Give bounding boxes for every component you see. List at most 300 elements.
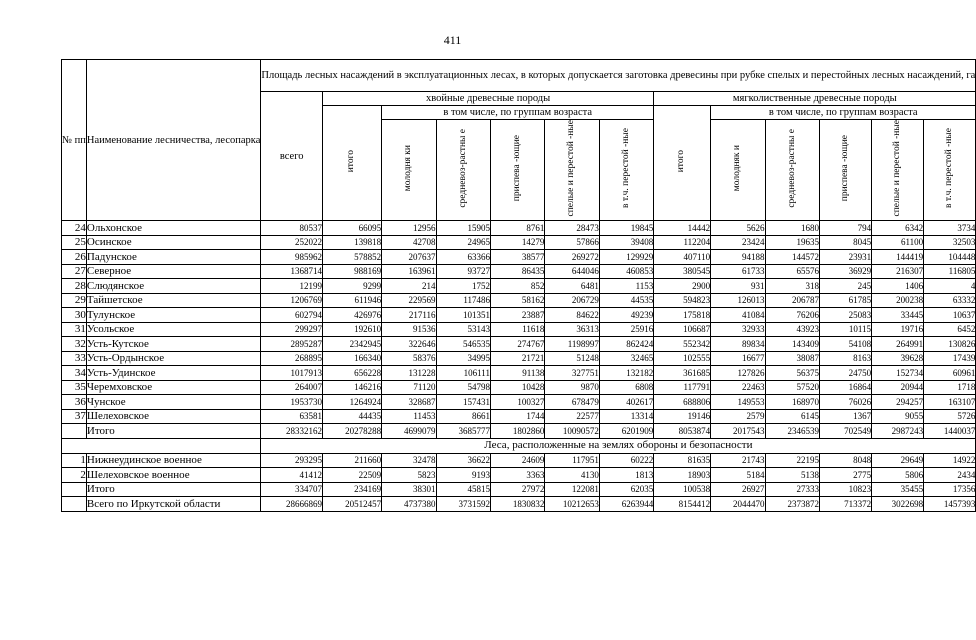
row-name: Тайшетское bbox=[86, 293, 261, 308]
row-number: 29 bbox=[62, 293, 87, 308]
row-name: Падунское bbox=[86, 250, 261, 265]
table-cell: 127826 bbox=[711, 366, 765, 381]
table-cell: 1206769 bbox=[261, 293, 323, 308]
header-no: № пп bbox=[62, 60, 87, 221]
table-cell: 139818 bbox=[322, 235, 381, 250]
table-row bbox=[62, 497, 976, 512]
row-name: Усть-Ордынское bbox=[86, 351, 261, 366]
table-cell: 16677 bbox=[711, 351, 765, 366]
table-cell: 234169 bbox=[322, 482, 381, 497]
table-cell: 62035 bbox=[599, 482, 653, 497]
table-cell: 19635 bbox=[765, 235, 819, 250]
table-cell: 10823 bbox=[819, 482, 871, 497]
table-cell: 5806 bbox=[872, 468, 924, 483]
table-cell: 33445 bbox=[872, 308, 924, 323]
table-cell: 57866 bbox=[545, 235, 599, 250]
table-cell: 2373872 bbox=[765, 497, 819, 512]
table-cell: 22463 bbox=[711, 380, 765, 395]
table-cell: 126013 bbox=[711, 293, 765, 308]
table-cell: 460853 bbox=[599, 264, 653, 279]
row-name: Шелеховское военное bbox=[86, 468, 261, 483]
row-number: 26 bbox=[62, 250, 87, 265]
section-blank bbox=[62, 438, 261, 453]
table-cell: 20944 bbox=[872, 380, 924, 395]
table-cell: 293295 bbox=[261, 453, 323, 468]
table-cell: 2579 bbox=[711, 409, 765, 424]
table-cell: 132182 bbox=[599, 366, 653, 381]
row-number: 1 bbox=[62, 453, 87, 468]
table-cell: 931 bbox=[711, 279, 765, 294]
table-cell: 22195 bbox=[765, 453, 819, 468]
table-cell: 2044470 bbox=[711, 497, 765, 512]
table-cell: 63581 bbox=[261, 409, 323, 424]
table-cell: 8154412 bbox=[654, 497, 711, 512]
header-conifer: хвойные древесные породы bbox=[322, 92, 653, 106]
table-cell: 80537 bbox=[261, 221, 323, 236]
header-middle: средневоз-растны е bbox=[436, 120, 490, 221]
table-cell: 361685 bbox=[654, 366, 711, 381]
table-cell: 157431 bbox=[436, 395, 490, 410]
row-number: 24 bbox=[62, 221, 87, 236]
table-cell: 1406 bbox=[872, 279, 924, 294]
table-cell: 38087 bbox=[765, 351, 819, 366]
table-cell: 688806 bbox=[654, 395, 711, 410]
table-cell: 131228 bbox=[382, 366, 436, 381]
table-cell: 32503 bbox=[924, 235, 976, 250]
table-cell: 10637 bbox=[924, 308, 976, 323]
table-row bbox=[62, 250, 976, 265]
table-cell: 274767 bbox=[490, 337, 544, 352]
table-cell: 21721 bbox=[490, 351, 544, 366]
table-cell: 9055 bbox=[872, 409, 924, 424]
table-cell: 11453 bbox=[382, 409, 436, 424]
table-row bbox=[62, 380, 976, 395]
table-cell: 175818 bbox=[654, 308, 711, 323]
table-cell: 1017913 bbox=[261, 366, 323, 381]
table-cell: 89834 bbox=[711, 337, 765, 352]
table-cell: 91536 bbox=[382, 322, 436, 337]
table-cell: 6342 bbox=[872, 221, 924, 236]
table-cell: 19845 bbox=[599, 221, 653, 236]
table-cell: 51248 bbox=[545, 351, 599, 366]
header-ripening: приспева -ющие bbox=[490, 120, 544, 221]
table-cell: 17439 bbox=[924, 351, 976, 366]
table-cell: 152734 bbox=[872, 366, 924, 381]
table-cell: 229569 bbox=[382, 293, 436, 308]
table-cell: 144572 bbox=[765, 250, 819, 265]
row-number: 32 bbox=[62, 337, 87, 352]
row-name: Усть-Удинское bbox=[86, 366, 261, 381]
table-cell: 63366 bbox=[436, 250, 490, 265]
table-row bbox=[62, 409, 976, 424]
table-cell: 8045 bbox=[819, 235, 871, 250]
table-cell: 10212653 bbox=[545, 497, 599, 512]
table-cell: 6481 bbox=[545, 279, 599, 294]
table-cell: 26927 bbox=[711, 482, 765, 497]
table-cell: 106687 bbox=[654, 322, 711, 337]
row-number: 28 bbox=[62, 279, 87, 294]
table-cell: 552342 bbox=[654, 337, 711, 352]
table-cell: 117486 bbox=[436, 293, 490, 308]
table-cell: 57520 bbox=[765, 380, 819, 395]
row-name: Всего по Иркутской области bbox=[86, 497, 261, 512]
table-cell: 63332 bbox=[924, 293, 976, 308]
page-number: 411 bbox=[443, 33, 462, 47]
table-cell: 16864 bbox=[819, 380, 871, 395]
table-row bbox=[62, 395, 976, 410]
table-cell: 36622 bbox=[436, 453, 490, 468]
table-cell: 100538 bbox=[654, 482, 711, 497]
table-cell: 104448 bbox=[924, 250, 976, 265]
table-cell: 546535 bbox=[436, 337, 490, 352]
table-cell: 644046 bbox=[545, 264, 599, 279]
header-area-title: Площадь лесных насаждений в эксплуатационных лесах, в которых допускается заготовка древесины при рубке спелых и перестойных лесных насаждений, га bbox=[261, 60, 976, 92]
row-name: Чунское bbox=[86, 395, 261, 410]
table-cell: 29649 bbox=[872, 453, 924, 468]
header-deciduous-age-groups: в том числе, по группам возраста bbox=[711, 106, 976, 120]
table-cell: 216307 bbox=[872, 264, 924, 279]
table-cell: 1680 bbox=[765, 221, 819, 236]
table-cell: 334707 bbox=[261, 482, 323, 497]
table-cell: 102555 bbox=[654, 351, 711, 366]
row-name: Нижнеудинское военное bbox=[86, 453, 261, 468]
table-cell: 23931 bbox=[819, 250, 871, 265]
row-name: Ольхонское bbox=[86, 221, 261, 236]
table-cell: 1198997 bbox=[545, 337, 599, 352]
row-number bbox=[62, 497, 87, 512]
table-cell: 100327 bbox=[490, 395, 544, 410]
row-name: Осинское bbox=[86, 235, 261, 250]
table-cell: 25916 bbox=[599, 322, 653, 337]
table-cell: 327751 bbox=[545, 366, 599, 381]
table-row bbox=[62, 468, 976, 483]
table-cell: 66095 bbox=[322, 221, 381, 236]
table-cell: 44535 bbox=[599, 293, 653, 308]
table-cell: 93727 bbox=[436, 264, 490, 279]
table-cell: 58162 bbox=[490, 293, 544, 308]
table-cell: 122081 bbox=[545, 482, 599, 497]
table-row bbox=[62, 221, 976, 236]
table-cell: 41084 bbox=[711, 308, 765, 323]
table-cell: 299297 bbox=[261, 322, 323, 337]
table-row bbox=[62, 337, 976, 352]
table-cell: 54798 bbox=[436, 380, 490, 395]
row-number: 25 bbox=[62, 235, 87, 250]
table-cell: 36929 bbox=[819, 264, 871, 279]
section-title: Леса, расположенные на землях обороны и безопасности bbox=[261, 438, 976, 453]
table-cell: 13314 bbox=[599, 409, 653, 424]
table-cell: 12956 bbox=[382, 221, 436, 236]
row-name: Шелеховское bbox=[86, 409, 261, 424]
table-cell: 60222 bbox=[599, 453, 653, 468]
header-deciduous: мягколиственные древесные породы bbox=[654, 92, 976, 106]
table-cell: 402617 bbox=[599, 395, 653, 410]
table-cell: 45815 bbox=[436, 482, 490, 497]
row-number: 33 bbox=[62, 351, 87, 366]
table-cell: 8163 bbox=[819, 351, 871, 366]
table-cell: 322646 bbox=[382, 337, 436, 352]
table-cell: 4 bbox=[924, 279, 976, 294]
table-cell: 71120 bbox=[382, 380, 436, 395]
table-cell: 18903 bbox=[654, 468, 711, 483]
table-cell: 9193 bbox=[436, 468, 490, 483]
table-cell: 328687 bbox=[382, 395, 436, 410]
table-cell: 211660 bbox=[322, 453, 381, 468]
table-cell: 8048 bbox=[819, 453, 871, 468]
table-cell: 20512457 bbox=[322, 497, 381, 512]
table-cell: 25083 bbox=[819, 308, 871, 323]
table-cell: 65576 bbox=[765, 264, 819, 279]
table-cell: 6452 bbox=[924, 322, 976, 337]
table-cell: 794 bbox=[819, 221, 871, 236]
table-cell: 192610 bbox=[322, 322, 381, 337]
table-cell: 1367 bbox=[819, 409, 871, 424]
table-cell: 14442 bbox=[654, 221, 711, 236]
table-cell: 35455 bbox=[872, 482, 924, 497]
table-cell: 214 bbox=[382, 279, 436, 294]
table-cell: 3022698 bbox=[872, 497, 924, 512]
table-cell: 8761 bbox=[490, 221, 544, 236]
table-cell: 23424 bbox=[711, 235, 765, 250]
table-cell: 5138 bbox=[765, 468, 819, 483]
table-cell: 2346539 bbox=[765, 424, 819, 439]
table-cell: 9870 bbox=[545, 380, 599, 395]
table-cell: 6201909 bbox=[599, 424, 653, 439]
table-cell: 34995 bbox=[436, 351, 490, 366]
table-cell: 84622 bbox=[545, 308, 599, 323]
table-row bbox=[62, 235, 976, 250]
table-row bbox=[62, 279, 976, 294]
table-cell: 2900 bbox=[654, 279, 711, 294]
table-cell: 12199 bbox=[261, 279, 323, 294]
table-cell: 39408 bbox=[599, 235, 653, 250]
row-number: 36 bbox=[62, 395, 87, 410]
table-cell: 15905 bbox=[436, 221, 490, 236]
table-cell: 1744 bbox=[490, 409, 544, 424]
row-number: 35 bbox=[62, 380, 87, 395]
table-cell: 678479 bbox=[545, 395, 599, 410]
table-cell: 21743 bbox=[711, 453, 765, 468]
table-cell: 1264924 bbox=[322, 395, 381, 410]
table-cell: 6145 bbox=[765, 409, 819, 424]
header-young2: молодняк и bbox=[711, 120, 765, 221]
table-cell: 28666869 bbox=[261, 497, 323, 512]
row-number: 37 bbox=[62, 409, 87, 424]
table-cell: 39628 bbox=[872, 351, 924, 366]
table-cell: 61785 bbox=[819, 293, 871, 308]
table-cell: 28332162 bbox=[261, 424, 323, 439]
table-cell: 22509 bbox=[322, 468, 381, 483]
table-cell: 94188 bbox=[711, 250, 765, 265]
row-number: 31 bbox=[62, 322, 87, 337]
row-number: 27 bbox=[62, 264, 87, 279]
table-cell: 20278288 bbox=[322, 424, 381, 439]
row-number: 34 bbox=[62, 366, 87, 381]
table-row bbox=[62, 351, 976, 366]
table-cell: 17356 bbox=[924, 482, 976, 497]
table-cell: 117791 bbox=[654, 380, 711, 395]
table-cell: 81635 bbox=[654, 453, 711, 468]
table-cell: 42708 bbox=[382, 235, 436, 250]
table-cell: 149553 bbox=[711, 395, 765, 410]
header-conifer-age-groups: в том числе, по группам возраста bbox=[382, 106, 654, 120]
row-name: Итого bbox=[86, 482, 261, 497]
table-cell: 163107 bbox=[924, 395, 976, 410]
table-cell: 56375 bbox=[765, 366, 819, 381]
table-cell: 146216 bbox=[322, 380, 381, 395]
table-cell: 24965 bbox=[436, 235, 490, 250]
table-cell: 1153 bbox=[599, 279, 653, 294]
table-cell: 1953730 bbox=[261, 395, 323, 410]
table-cell: 264991 bbox=[872, 337, 924, 352]
header-ripening2: приспева -ющие bbox=[819, 120, 871, 221]
table-cell: 10428 bbox=[490, 380, 544, 395]
table-cell: 702549 bbox=[819, 424, 871, 439]
header-deciduous-itogo: итого bbox=[654, 106, 711, 221]
table-cell: 23887 bbox=[490, 308, 544, 323]
table-cell: 61100 bbox=[872, 235, 924, 250]
table-cell: 14922 bbox=[924, 453, 976, 468]
header-total: всего bbox=[261, 92, 323, 221]
row-name: Усольское bbox=[86, 322, 261, 337]
table-cell: 217116 bbox=[382, 308, 436, 323]
table-cell: 38301 bbox=[382, 482, 436, 497]
row-number: 30 bbox=[62, 308, 87, 323]
table-cell: 19146 bbox=[654, 409, 711, 424]
table-cell: 1457393 bbox=[924, 497, 976, 512]
table-cell: 8053874 bbox=[654, 424, 711, 439]
table-cell: 3685777 bbox=[436, 424, 490, 439]
header-young: молодня ки bbox=[382, 120, 436, 221]
table-row bbox=[62, 264, 976, 279]
table-cell: 1830832 bbox=[490, 497, 544, 512]
table-cell: 49239 bbox=[599, 308, 653, 323]
table-cell: 166340 bbox=[322, 351, 381, 366]
table-cell: 656228 bbox=[322, 366, 381, 381]
table-cell: 611946 bbox=[322, 293, 381, 308]
table-row bbox=[62, 482, 976, 497]
table-cell: 19716 bbox=[872, 322, 924, 337]
row-number bbox=[62, 482, 87, 497]
table-row bbox=[62, 293, 976, 308]
table-cell: 2434 bbox=[924, 468, 976, 483]
table-cell: 60961 bbox=[924, 366, 976, 381]
table-cell: 268895 bbox=[261, 351, 323, 366]
table-cell: 578852 bbox=[322, 250, 381, 265]
table-cell: 112204 bbox=[654, 235, 711, 250]
table-cell: 22577 bbox=[545, 409, 599, 424]
header-mature2: спелые и перестой -ные bbox=[872, 120, 924, 221]
table-cell: 9299 bbox=[322, 279, 381, 294]
header-overmature2: в т.ч. перестой -ные bbox=[924, 120, 976, 221]
table-cell: 207637 bbox=[382, 250, 436, 265]
header-name: Наименование лесничества, лесопарка bbox=[86, 60, 261, 221]
table-cell: 426976 bbox=[322, 308, 381, 323]
table-cell: 28473 bbox=[545, 221, 599, 236]
table-row bbox=[62, 453, 976, 468]
table-cell: 129929 bbox=[599, 250, 653, 265]
table-cell: 43923 bbox=[765, 322, 819, 337]
table-cell: 10115 bbox=[819, 322, 871, 337]
table-cell: 54108 bbox=[819, 337, 871, 352]
table-cell: 1813 bbox=[599, 468, 653, 483]
table-cell: 985962 bbox=[261, 250, 323, 265]
table-cell: 27333 bbox=[765, 482, 819, 497]
table-cell: 32933 bbox=[711, 322, 765, 337]
table-cell: 168970 bbox=[765, 395, 819, 410]
table-cell: 407110 bbox=[654, 250, 711, 265]
table-cell: 14279 bbox=[490, 235, 544, 250]
table-cell: 988169 bbox=[322, 264, 381, 279]
table-cell: 38577 bbox=[490, 250, 544, 265]
table-cell: 3734 bbox=[924, 221, 976, 236]
table-cell: 1718 bbox=[924, 380, 976, 395]
table-cell: 2017543 bbox=[711, 424, 765, 439]
table-cell: 6263944 bbox=[599, 497, 653, 512]
table-cell: 269272 bbox=[545, 250, 599, 265]
table-cell: 1368714 bbox=[261, 264, 323, 279]
table-cell: 5626 bbox=[711, 221, 765, 236]
table-cell: 24609 bbox=[490, 453, 544, 468]
table-cell: 116805 bbox=[924, 264, 976, 279]
row-number: 2 bbox=[62, 468, 87, 483]
table-cell: 2775 bbox=[819, 468, 871, 483]
table-cell: 4130 bbox=[545, 468, 599, 483]
table-cell: 58376 bbox=[382, 351, 436, 366]
table-cell: 27972 bbox=[490, 482, 544, 497]
table-cell: 101351 bbox=[436, 308, 490, 323]
table-row bbox=[62, 424, 976, 439]
table-cell: 32478 bbox=[382, 453, 436, 468]
table-cell: 4737380 bbox=[382, 497, 436, 512]
row-name: Итого bbox=[86, 424, 261, 439]
table-cell: 91138 bbox=[490, 366, 544, 381]
header-conifer-itogo: итого bbox=[322, 106, 381, 221]
table-cell: 76206 bbox=[765, 308, 819, 323]
table-cell: 144419 bbox=[872, 250, 924, 265]
table-cell: 106111 bbox=[436, 366, 490, 381]
header-mature: спелые и перестой -ные bbox=[545, 120, 599, 221]
table-cell: 130826 bbox=[924, 337, 976, 352]
table-cell: 245 bbox=[819, 279, 871, 294]
table-cell: 117951 bbox=[545, 453, 599, 468]
table-cell: 252022 bbox=[261, 235, 323, 250]
table-cell: 11618 bbox=[490, 322, 544, 337]
row-name: Тулунское bbox=[86, 308, 261, 323]
row-name: Северное bbox=[86, 264, 261, 279]
table-cell: 76026 bbox=[819, 395, 871, 410]
table-cell: 6808 bbox=[599, 380, 653, 395]
table-cell: 264007 bbox=[261, 380, 323, 395]
table-cell: 2987243 bbox=[872, 424, 924, 439]
table-cell: 594823 bbox=[654, 293, 711, 308]
table-cell: 862424 bbox=[599, 337, 653, 352]
table-cell: 294257 bbox=[872, 395, 924, 410]
table-cell: 2342945 bbox=[322, 337, 381, 352]
table-cell: 143409 bbox=[765, 337, 819, 352]
table-cell: 86435 bbox=[490, 264, 544, 279]
table-cell: 5726 bbox=[924, 409, 976, 424]
table-cell: 5184 bbox=[711, 468, 765, 483]
table-cell: 53143 bbox=[436, 322, 490, 337]
table-cell: 3363 bbox=[490, 468, 544, 483]
table-cell: 380545 bbox=[654, 264, 711, 279]
forest-area-table bbox=[61, 59, 976, 512]
row-number bbox=[62, 424, 87, 439]
table-cell: 8661 bbox=[436, 409, 490, 424]
table-cell: 4699079 bbox=[382, 424, 436, 439]
row-name: Черемховское bbox=[86, 380, 261, 395]
